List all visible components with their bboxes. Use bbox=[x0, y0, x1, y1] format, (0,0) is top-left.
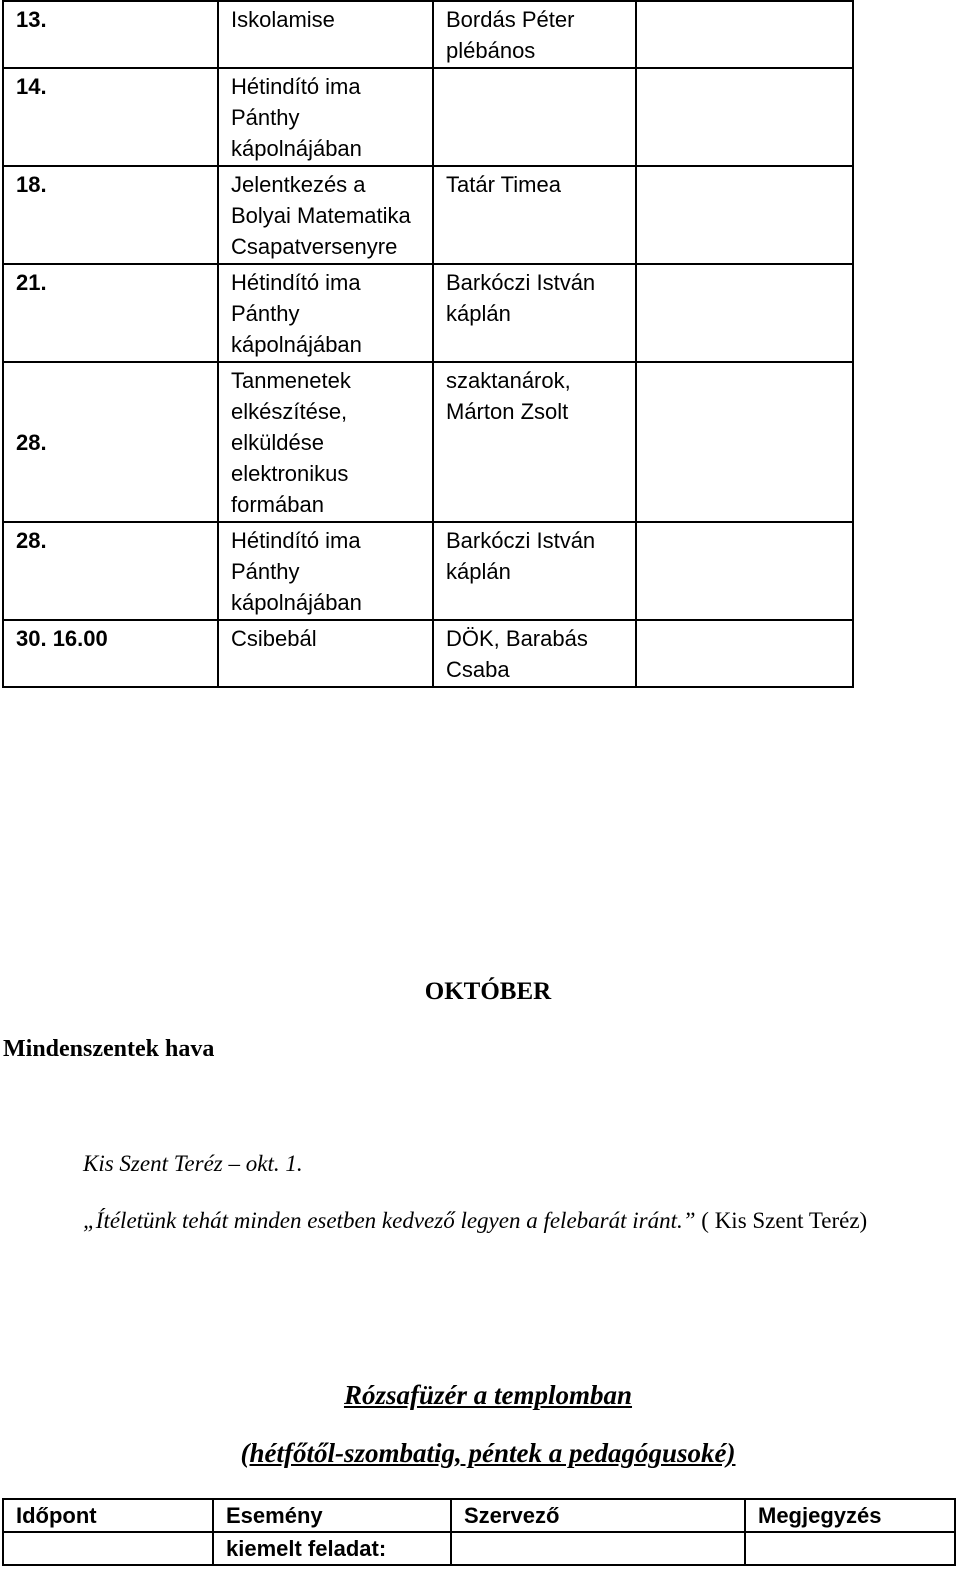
event-cell: Hétindító ima Pánthy kápolnájában bbox=[218, 68, 433, 166]
date-cell: 30. 16.00 bbox=[3, 620, 218, 687]
note-cell bbox=[636, 68, 853, 166]
table-row bbox=[3, 1532, 955, 1565]
quote-text: „Ítéletünk tehát minden esetben kedvező legyen a felebarát iránt.” bbox=[83, 1208, 696, 1233]
organizer-cell bbox=[433, 68, 636, 166]
note-cell bbox=[636, 522, 853, 620]
table-row bbox=[3, 522, 853, 620]
header-organizer: Szervező bbox=[451, 1499, 745, 1532]
note-cell bbox=[636, 620, 853, 687]
event-cell: Hétindító ima Pánthy kápolnájában bbox=[218, 264, 433, 362]
event-cell: Jelentkezés a Bolyai Matematika Csapatversenyre bbox=[218, 166, 433, 264]
quote-source: ( Kis Szent Teréz) bbox=[701, 1208, 868, 1233]
header-time: Időpont bbox=[3, 1499, 213, 1532]
date-cell: 14. bbox=[3, 68, 218, 166]
note-cell bbox=[745, 1532, 955, 1565]
event-cell: Hétindító ima Pánthy kápolnájában bbox=[218, 522, 433, 620]
event-cell: Csibebál bbox=[218, 620, 433, 687]
quote bbox=[83, 1208, 867, 1234]
organizer-cell: szaktanárok, Márton Zsolt bbox=[433, 362, 636, 522]
note-cell bbox=[636, 166, 853, 264]
date-cell: 21. bbox=[3, 264, 218, 362]
organizer-cell bbox=[451, 1532, 745, 1565]
schedule-table bbox=[2, 0, 854, 688]
date-cell: 28. bbox=[3, 362, 218, 522]
saint-day bbox=[83, 1151, 303, 1177]
rosary-title: Rózsafüzér a templomban bbox=[343, 1380, 633, 1410]
table-header-row bbox=[3, 1499, 955, 1532]
organizer-cell: Barkóczi István káplán bbox=[433, 264, 636, 362]
header-note: Megjegyzés bbox=[745, 1499, 955, 1532]
note-cell bbox=[636, 1, 853, 68]
organizer-cell: Bordás Péter plébános bbox=[433, 1, 636, 68]
table-row bbox=[3, 68, 853, 166]
month-subtitle: Mindenszentek hava bbox=[3, 1036, 215, 1062]
event-cell: Tanmenetek elkészítése, elküldése elektronikus formában bbox=[218, 362, 433, 522]
event-cell: kiemelt feladat: bbox=[213, 1532, 451, 1565]
month-title: OKTÓBER bbox=[424, 978, 552, 1005]
table-row bbox=[3, 620, 853, 687]
table-row bbox=[3, 362, 853, 522]
table-row bbox=[3, 1, 853, 68]
saint-name: Kis Szent Teréz – okt. 1. bbox=[83, 1151, 303, 1176]
event-cell: Iskolamise bbox=[218, 1, 433, 68]
october-schedule-table bbox=[2, 1498, 956, 1566]
header-event: Esemény bbox=[213, 1499, 451, 1532]
note-cell bbox=[636, 264, 853, 362]
organizer-cell: Tatár Timea bbox=[433, 166, 636, 264]
rosary-subtitle: (hétfőtől-szombatig, péntek a pedagógusoké) bbox=[240, 1438, 736, 1468]
note-cell bbox=[636, 362, 853, 522]
organizer-cell: DÖK, Barabás Csaba bbox=[433, 620, 636, 687]
date-cell: 13. bbox=[3, 1, 218, 68]
date-cell: 18. bbox=[3, 166, 218, 264]
table-row bbox=[3, 166, 853, 264]
time-cell bbox=[3, 1532, 213, 1565]
organizer-cell: Barkóczi István káplán bbox=[433, 522, 636, 620]
date-cell: 28. bbox=[3, 522, 218, 620]
table-row bbox=[3, 264, 853, 362]
